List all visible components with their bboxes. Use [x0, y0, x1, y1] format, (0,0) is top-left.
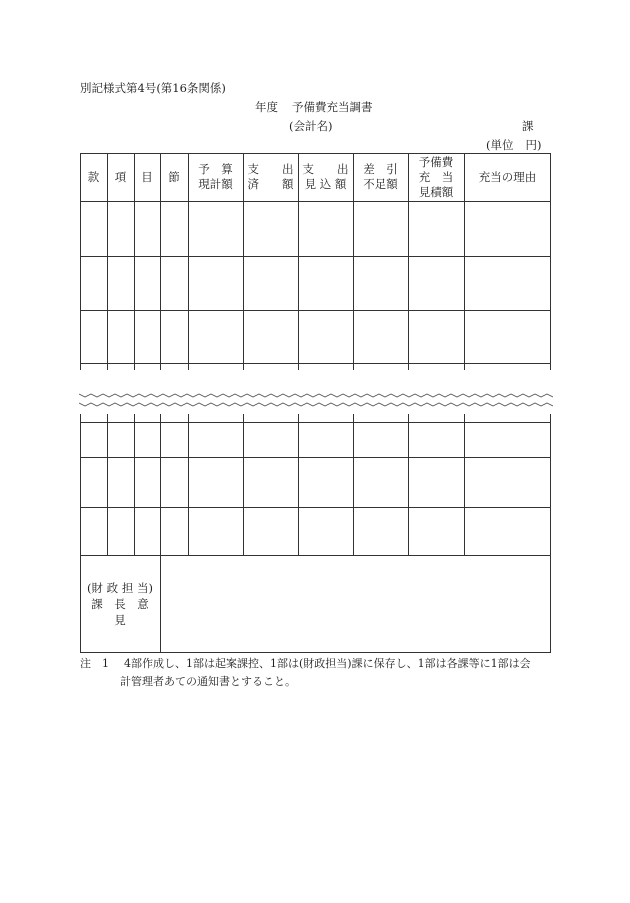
column-header-line: 支 出 [247, 162, 294, 176]
column-header-line: 項 [114, 169, 127, 184]
column-header [353, 153, 408, 201]
row-rule [80, 507, 551, 508]
column-rule [243, 153, 244, 555]
column-header [408, 153, 464, 201]
column-header-line: 款 [87, 169, 100, 184]
note-number: 1 [102, 657, 109, 670]
column-header [243, 153, 298, 201]
unit-open: (単位 [486, 138, 514, 152]
column-header-line: 目 [141, 169, 153, 184]
opinion-line-2: 課 長 意 見 [91, 597, 161, 627]
section-label: 課 [522, 119, 534, 133]
column-header-line: 現計額 [198, 177, 233, 191]
column-header [80, 153, 107, 201]
unit-close: 円) [525, 138, 542, 152]
column-header-line: 支 出 [302, 162, 349, 176]
row-rule [80, 310, 551, 311]
row-rule [80, 256, 551, 257]
account-name-label: (会計名) [289, 119, 333, 133]
column-rule [464, 153, 465, 555]
wavy-break-lines [79, 370, 553, 414]
column-header-line: 充当の理由 [478, 169, 537, 184]
column-rule [107, 153, 108, 555]
row-rule [80, 457, 551, 458]
footnote-continued: 計管理者あての通知書とすること。 [120, 675, 296, 688]
column-rule [298, 153, 299, 555]
column-rule [408, 153, 409, 555]
opinion-line-1: (財 政 担 当) [87, 581, 153, 595]
form-reference: 別記様式第4号(第16条関係) [80, 81, 226, 95]
column-header [188, 153, 243, 201]
column-header [464, 153, 551, 201]
column-rule [134, 153, 135, 555]
column-header-line: 不足額 [363, 177, 398, 191]
title-year: 年度 [255, 100, 278, 114]
row-rule [80, 201, 551, 202]
column-header [107, 153, 134, 201]
row-rule [80, 422, 551, 423]
row-rule [80, 363, 551, 364]
document-title [255, 99, 373, 115]
table-break-marker [79, 370, 553, 414]
column-header [160, 153, 188, 201]
note-mark: 注 [80, 657, 91, 670]
column-header [134, 153, 160, 201]
column-header-line: 差 引 [363, 162, 398, 176]
footnote [80, 655, 531, 673]
note-line-1: 4部作成し、1部は起案課控、1部は(財政担当)課に保存し、1部は各課等に1部は会 [124, 657, 531, 670]
column-header-line: 充 当 [418, 169, 454, 184]
column-header-line: 済 額 [247, 177, 294, 191]
column-header-line: 見積額 [418, 184, 454, 199]
column-header-line: 見 込 額 [304, 177, 347, 191]
column-header-line: 予 算 [198, 162, 233, 176]
title-main: 予備費充当調書 [292, 100, 373, 114]
column-rule [353, 153, 354, 555]
column-header [298, 153, 353, 201]
column-header-line: 節 [168, 169, 180, 184]
column-rule [188, 153, 189, 555]
column-header-line: 予備費 [418, 154, 454, 169]
unit-label [486, 137, 542, 153]
finance-opinion-label [80, 555, 160, 653]
